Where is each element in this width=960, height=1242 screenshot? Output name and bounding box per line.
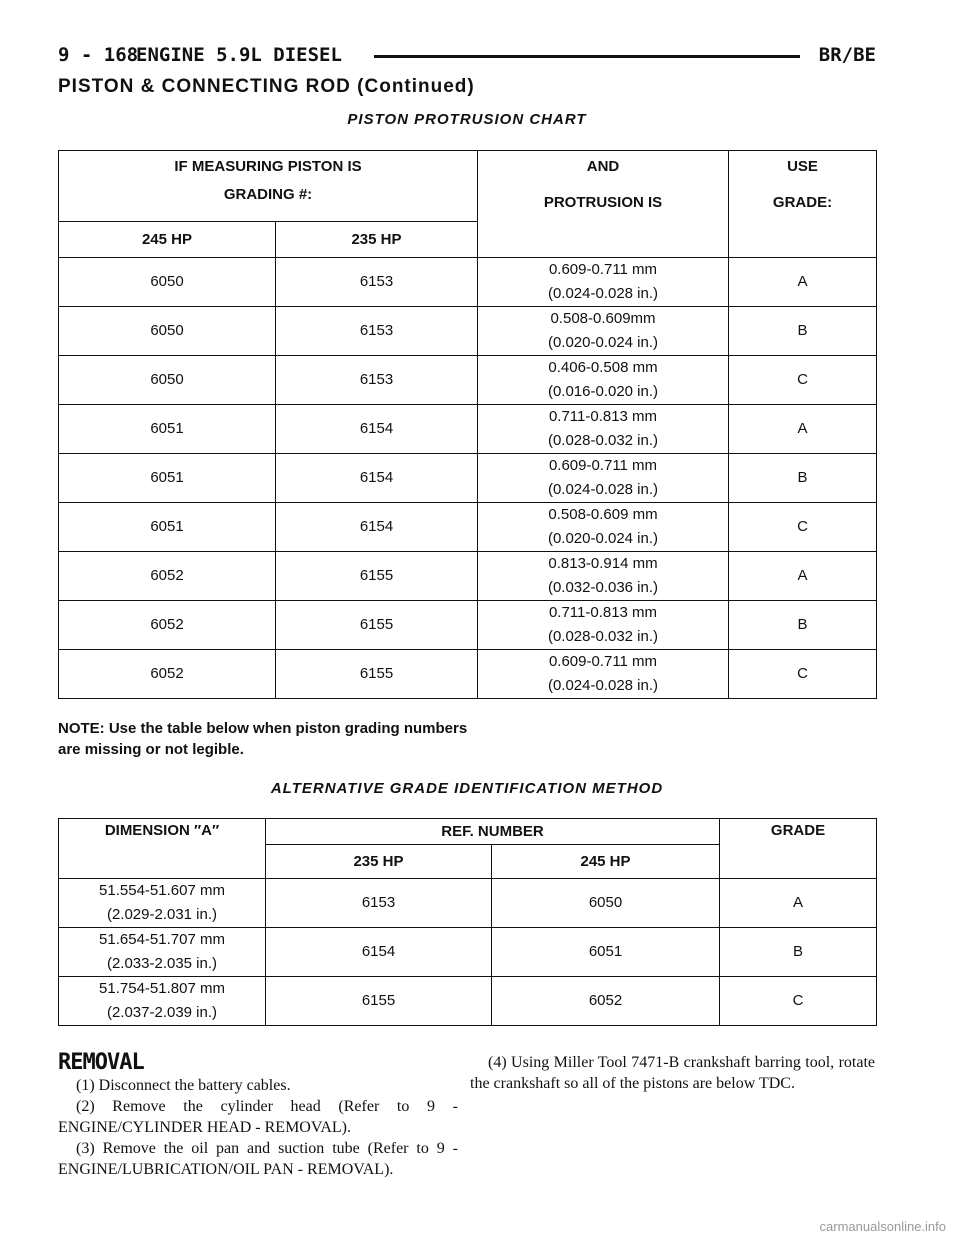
protrusion-cell: 0.609-0.711 mm (0.024-0.028 in.) [478,454,729,503]
removal-step-4: (4) Using Miller Tool 7471-B crankshaft barring tool, rotate the crankshaft so all of the pistons are below TDC. [470,1054,875,1092]
grade-cell: C [729,356,877,405]
table-header-row [59,819,877,845]
grade-cell: C [720,977,877,1026]
table-row [59,650,877,699]
note-text: NOTE: Use the table below when piston grading numbers are missing or not legible. [58,720,468,758]
use-grade-header: USE GRADE: [729,151,877,258]
piston-protrusion-chart-title: PISTON PROTRUSION CHART [347,111,587,128]
table-row [59,307,877,356]
hp235-cell: 6154 [266,928,492,977]
table-row [59,356,877,405]
page-number: 9 - 168 [58,44,139,66]
protrusion-cell: 0.711-0.813 mm (0.028-0.032 in.) [478,405,729,454]
hp245-cell: 6050 [59,307,276,356]
grade-cell: B [729,454,877,503]
hp235-cell: 6154 [276,454,478,503]
grade-cell: A [720,879,877,928]
alternative-grade-title: ALTERNATIVE GRADE IDENTIFICATION METHOD [270,780,664,797]
table-row [59,552,877,601]
watermark-footer: carmanualsonline.info [819,1219,946,1234]
header-rule [374,55,800,58]
alternative-grade-table [58,818,877,1026]
protrusion-cell: 0.711-0.813 mm (0.028-0.032 in.) [478,601,729,650]
dimension-cell: 51.554-51.607 mm (2.029-2.031 in.) [59,879,266,928]
hp235-cell: 6153 [266,879,492,928]
hp245-cell: 6052 [492,977,720,1026]
hp235-cell: 6153 [276,258,478,307]
hp245-cell: 6051 [59,503,276,552]
dimension-header: DIMENSION ″A″ [59,819,266,879]
hp235-cell: 6153 [276,307,478,356]
protrusion-cell: 0.508-0.609 mm (0.020-0.024 in.) [478,503,729,552]
table-row [59,454,877,503]
protrusion-cell: 0.609-0.711 mm (0.024-0.028 in.) [478,650,729,699]
protrusion-cell: 0.508-0.609mm (0.020-0.024 in.) [478,307,729,356]
protrusion-header: AND PROTRUSION IS [478,151,729,258]
hp235-cell: 6155 [276,552,478,601]
hp245-cell: 6052 [59,552,276,601]
hp245-cell: 6050 [492,879,720,928]
piston-protrusion-table [58,150,877,699]
table-header-row [59,151,877,222]
hp245-header: 245 HP [59,222,276,258]
removal-column-right [470,1052,875,1094]
dimension-cell: 51.754-51.807 mm (2.037-2.039 in.) [59,977,266,1026]
table-row [59,405,877,454]
grade-cell: B [729,601,877,650]
ref-number-header: REF. NUMBER [266,819,720,845]
grade-cell: A [729,552,877,601]
page-header [58,44,876,70]
hp235-cell: 6155 [266,977,492,1026]
removal-column-left [58,1075,458,1180]
grade-cell: C [729,650,877,699]
continued-title: PISTON & CONNECTING ROD (Continued) [58,76,475,97]
removal-heading: REMOVAL [58,1050,144,1075]
hp245-cell: 6052 [59,601,276,650]
hp235-cell: 6155 [276,601,478,650]
removal-step-1: (1) Disconnect the battery cables. [76,1077,291,1094]
grade-cell: B [729,307,877,356]
removal-step-2: (2) Remove the cylinder head (Refer to 9 - ENGINE/CYLINDER HEAD - REMOVAL). [58,1098,458,1136]
hp245-cell: 6051 [492,928,720,977]
hp235-header: 235 HP [266,845,492,879]
table-row [59,503,877,552]
hp245-header: 245 HP [492,845,720,879]
protrusion-cell: 0.813-0.914 mm (0.032-0.036 in.) [478,552,729,601]
hp235-cell: 6154 [276,503,478,552]
section-title: ENGINE 5.9L DIESEL [136,44,342,66]
protrusion-cell: 0.406-0.508 mm (0.016-0.020 in.) [478,356,729,405]
hp245-cell: 6050 [59,356,276,405]
table-row [59,928,877,977]
table-row [59,977,877,1026]
table-row [59,879,877,928]
grade-cell: A [729,258,877,307]
grade-cell: A [729,405,877,454]
hp245-cell: 6050 [59,258,276,307]
hp235-cell: 6153 [276,356,478,405]
dimension-cell: 51.654-51.707 mm (2.033-2.035 in.) [59,928,266,977]
protrusion-cell: 0.609-0.711 mm (0.024-0.028 in.) [478,258,729,307]
table-row [59,601,877,650]
hp235-cell: 6155 [276,650,478,699]
hp235-header: 235 HP [276,222,478,258]
measuring-grading-header: IF MEASURING PISTON IS GRADING #: [59,151,478,222]
table-row [59,258,877,307]
grade-header: GRADE [720,819,877,879]
grade-cell: B [720,928,877,977]
grade-cell: C [729,503,877,552]
model-code: BR/BE [818,44,876,66]
hp235-cell: 6154 [276,405,478,454]
hp245-cell: 6051 [59,454,276,503]
hp245-cell: 6051 [59,405,276,454]
removal-step-3: (3) Remove the oil pan and suction tube (Refer to 9 - ENGINE/LUBRICATION/OIL PAN - REMOVAL). [58,1140,458,1178]
hp245-cell: 6052 [59,650,276,699]
